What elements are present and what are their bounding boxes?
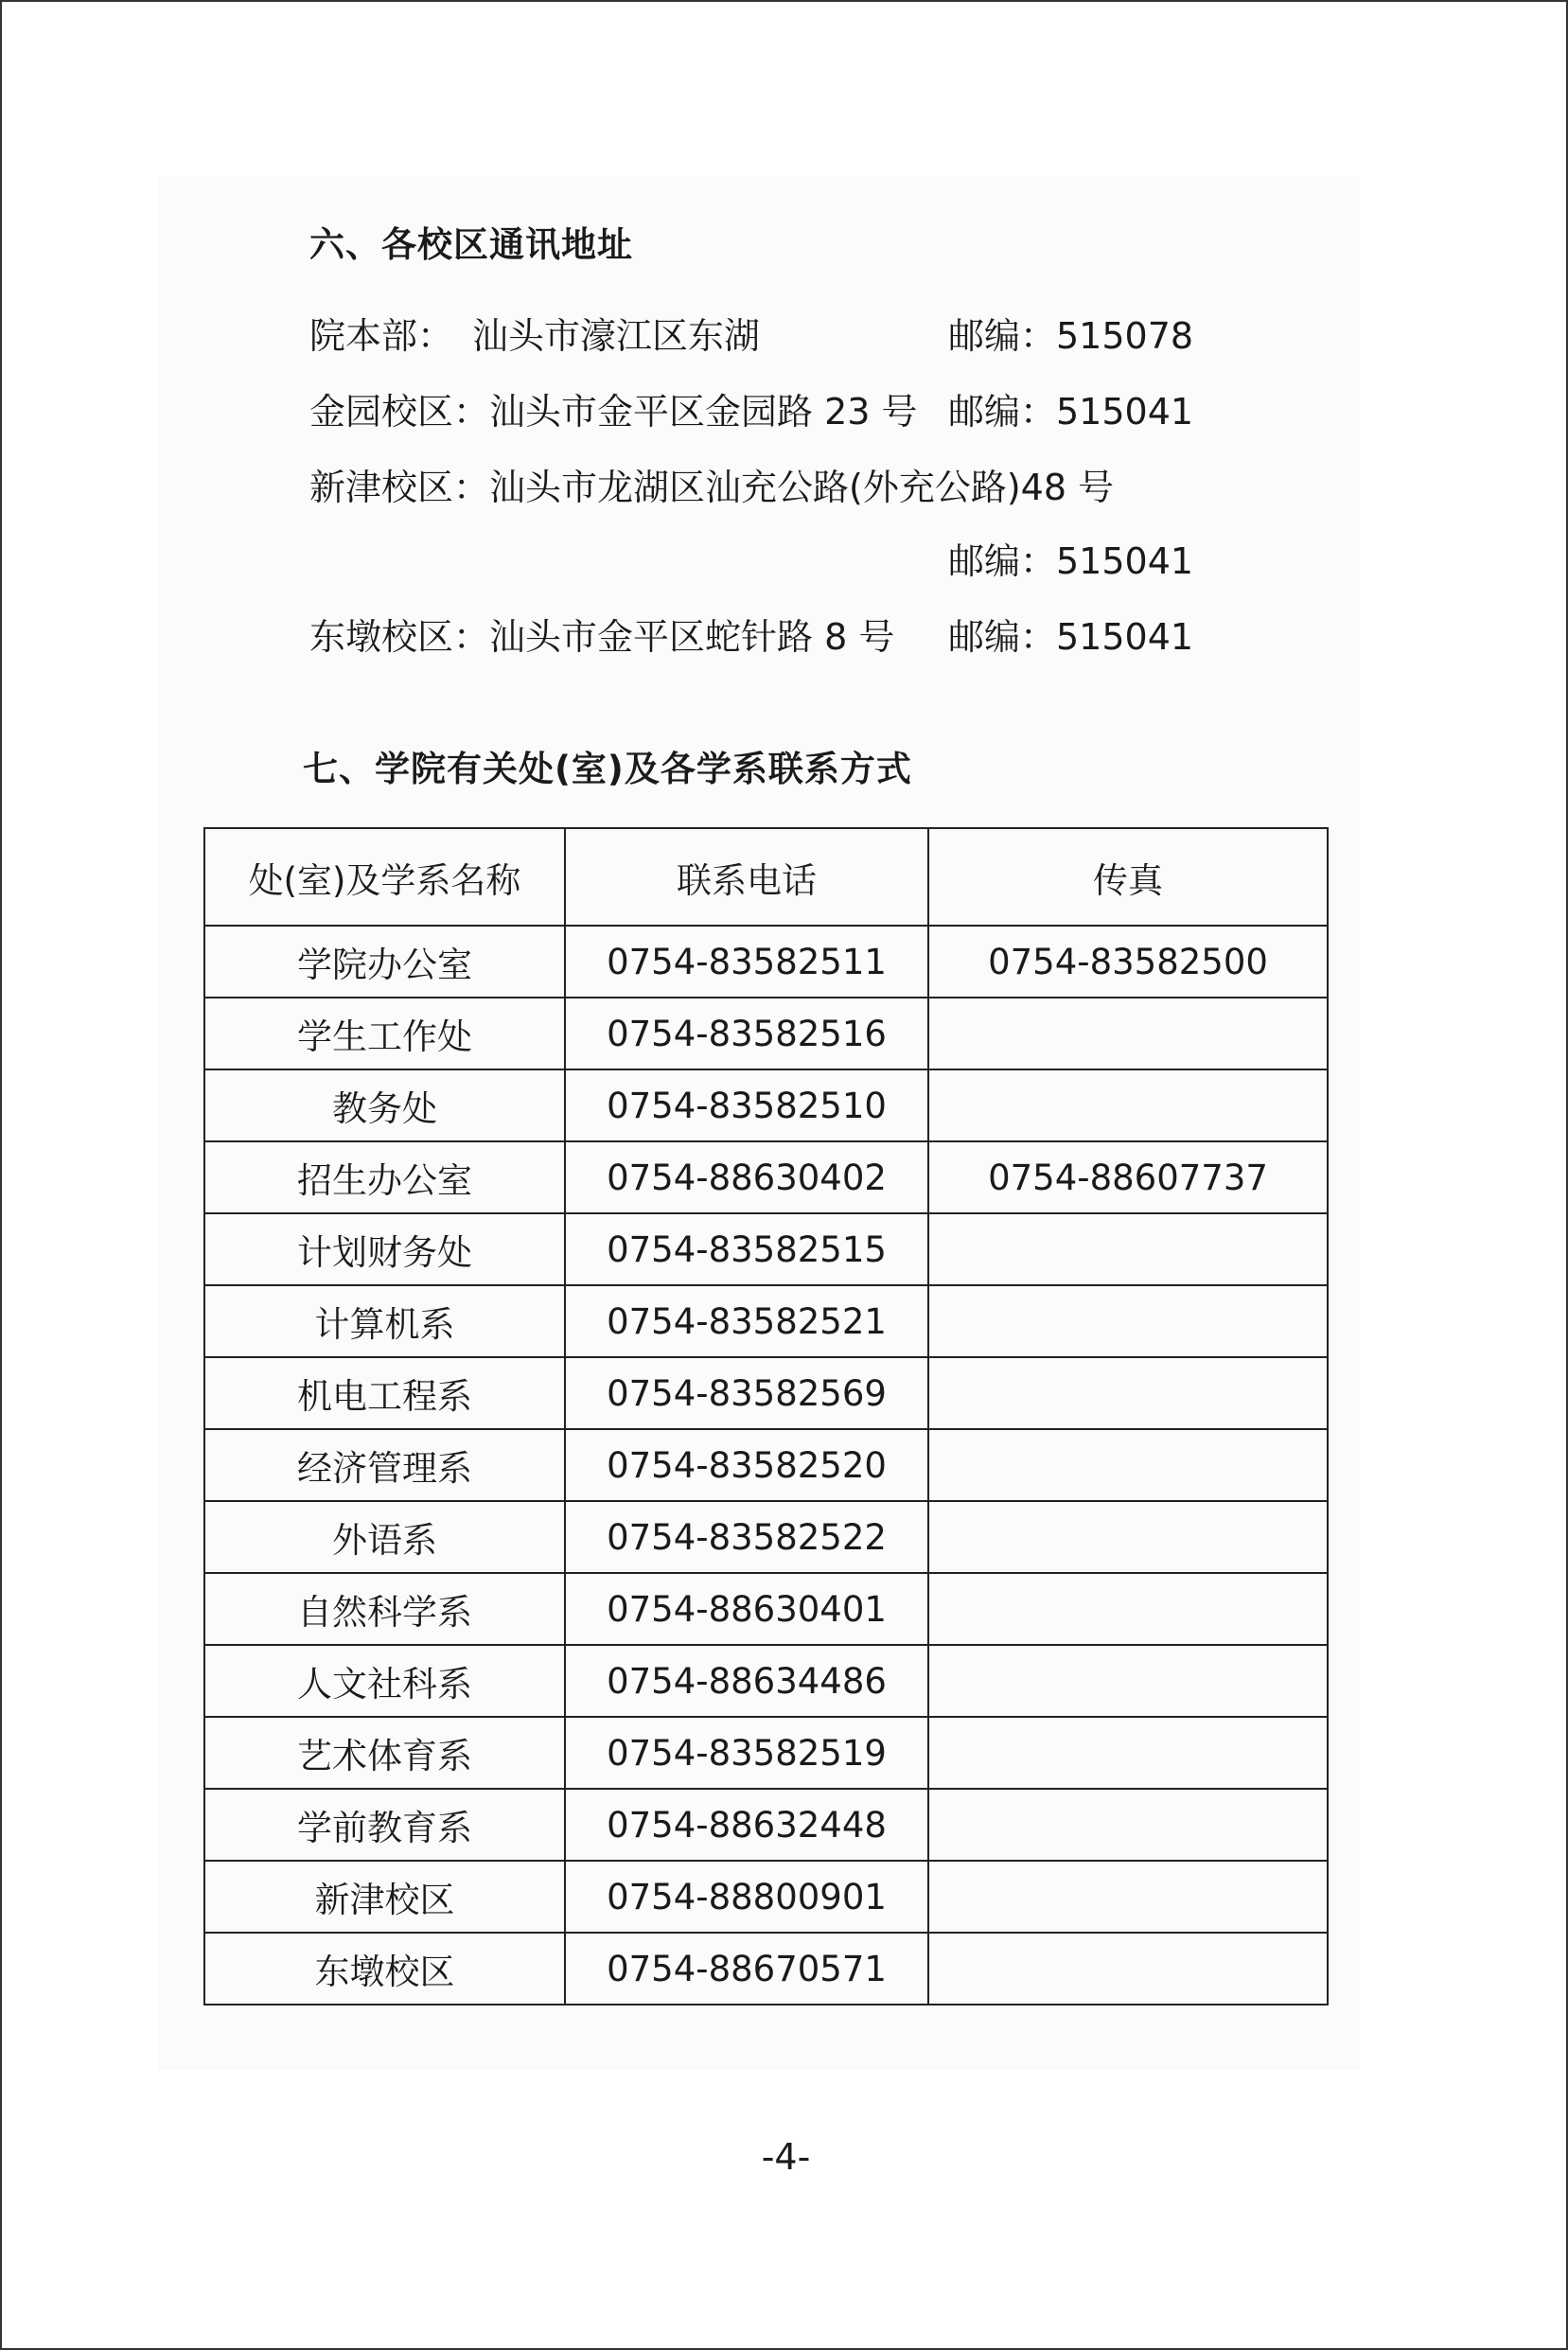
cell-fax: 0754-88607737	[928, 1141, 1328, 1213]
cell-fax	[928, 1213, 1328, 1285]
cell-phone: 0754-83582516	[565, 998, 928, 1069]
cell-phone: 0754-83582511	[565, 926, 928, 998]
table-row	[204, 1285, 1328, 1357]
cell-fax	[928, 1645, 1328, 1717]
table-row	[204, 1429, 1328, 1501]
cell-phone: 0754-88632448	[565, 1789, 928, 1861]
cell-fax	[928, 998, 1328, 1069]
address-label-main: 院本部：	[309, 315, 454, 357]
cell-fax	[928, 1717, 1328, 1789]
cell-fax	[928, 1429, 1328, 1501]
cell-department: 经济管理系	[204, 1429, 565, 1501]
cell-phone: 0754-88630401	[565, 1573, 928, 1645]
cell-fax: 0754-83582500	[928, 926, 1328, 998]
table-row	[204, 1357, 1328, 1429]
page-number: -4-	[761, 2136, 811, 2178]
cell-department: 外语系	[204, 1501, 565, 1573]
cell-phone: 0754-88630402	[565, 1141, 928, 1213]
table-row	[204, 1645, 1328, 1717]
cell-department: 学前教育系	[204, 1789, 565, 1861]
cell-department: 教务处	[204, 1069, 565, 1141]
section-7-heading: 七、学院有关处(室)及各学系联系方式	[303, 749, 912, 789]
cell-phone: 0754-83582519	[565, 1717, 928, 1789]
cell-fax	[928, 1573, 1328, 1645]
contact-table	[203, 827, 1329, 2005]
address-value-jinyuan: 汕头市金平区金园路 23 号	[489, 391, 918, 433]
table-header-row	[204, 828, 1328, 926]
address-value-xinjin: 汕头市龙湖区汕充公路(外充公路)48 号	[489, 467, 1115, 508]
address-zip-xinjin: 邮编：515041	[948, 540, 1194, 582]
address-label-dongdun: 东墩校区：	[309, 616, 490, 658]
table-row	[204, 1501, 1328, 1573]
cell-phone: 0754-83582510	[565, 1069, 928, 1141]
cell-phone: 0754-83582515	[565, 1213, 928, 1285]
cell-fax	[928, 1069, 1328, 1141]
cell-fax	[928, 1789, 1328, 1861]
address-value-dongdun: 汕头市金平区蛇针路 8 号	[489, 616, 895, 658]
cell-department: 人文社科系	[204, 1645, 565, 1717]
cell-department: 东墩校区	[204, 1933, 565, 2005]
cell-fax	[928, 1357, 1328, 1429]
header-department: 处(室)及学系名称	[204, 828, 565, 926]
address-zip-main: 邮编：515078	[948, 315, 1194, 357]
cell-phone: 0754-83582569	[565, 1357, 928, 1429]
cell-department: 自然科学系	[204, 1573, 565, 1645]
cell-fax	[928, 1285, 1328, 1357]
cell-department: 招生办公室	[204, 1141, 565, 1213]
section-6-heading: 六、各校区通讯地址	[309, 224, 633, 265]
address-label-jinyuan: 金园校区：	[309, 391, 490, 433]
header-fax: 传真	[928, 828, 1328, 926]
cell-phone: 0754-83582521	[565, 1285, 928, 1357]
table-row	[204, 998, 1328, 1069]
cell-department: 学生工作处	[204, 998, 565, 1069]
cell-department: 学院办公室	[204, 926, 565, 998]
table-row	[204, 1141, 1328, 1213]
cell-department: 计算机系	[204, 1285, 565, 1357]
cell-fax	[928, 1861, 1328, 1933]
table-row	[204, 1717, 1328, 1789]
cell-phone: 0754-88634486	[565, 1645, 928, 1717]
header-phone: 联系电话	[565, 828, 928, 926]
address-value-main: 汕头市濠江区东湖	[472, 315, 761, 357]
address-zip-jinyuan: 邮编：515041	[948, 391, 1194, 433]
address-label-xinjin: 新津校区：	[309, 467, 490, 508]
table-row	[204, 1069, 1328, 1141]
address-zip-dongdun: 邮编：515041	[948, 616, 1194, 658]
table-row	[204, 1573, 1328, 1645]
table-row	[204, 1861, 1328, 1933]
cell-phone: 0754-83582522	[565, 1501, 928, 1573]
cell-fax	[928, 1933, 1328, 2005]
cell-phone: 0754-88670571	[565, 1933, 928, 2005]
cell-phone: 0754-83582520	[565, 1429, 928, 1501]
cell-department: 机电工程系	[204, 1357, 565, 1429]
table-row	[204, 1213, 1328, 1285]
cell-department: 艺术体育系	[204, 1717, 565, 1789]
table-row	[204, 926, 1328, 998]
cell-fax	[928, 1501, 1328, 1573]
cell-department: 新津校区	[204, 1861, 565, 1933]
cell-department: 计划财务处	[204, 1213, 565, 1285]
table-row	[204, 1933, 1328, 2005]
table-row	[204, 1789, 1328, 1861]
cell-phone: 0754-88800901	[565, 1861, 928, 1933]
